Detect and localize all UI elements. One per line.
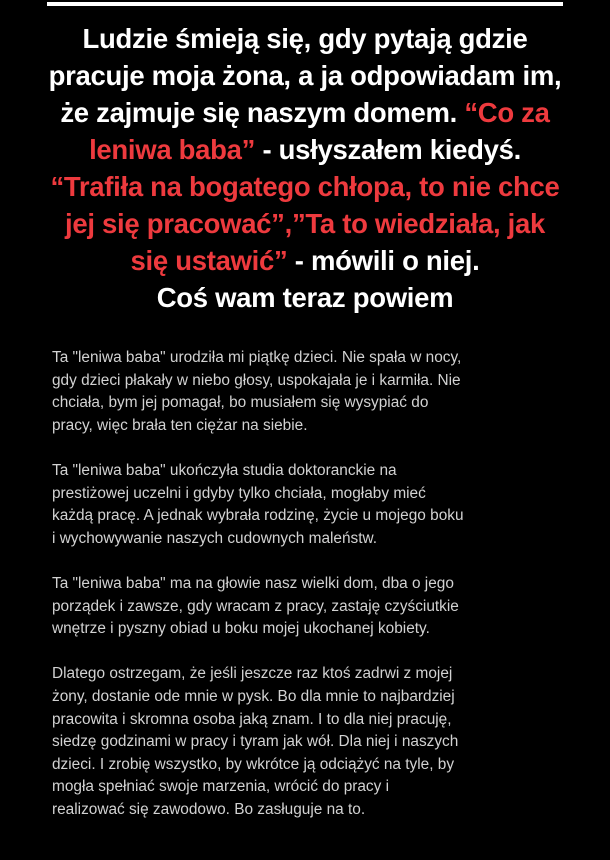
paragraph-3 — [52, 573, 572, 641]
paragraph-line: każdą pracę. A jednak wybrała rodzinę, życie u mojego boku — [52, 507, 464, 525]
paragraph-line: pracy, więc brała ten ciężar na siebie. — [52, 416, 308, 434]
paragraph-4 — [52, 663, 572, 821]
paragraph-line: siedzę godzinami w pracy i tyram jak wół. Dla niej i naszych — [52, 733, 459, 751]
paragraph-line: mogła spełniać swoje marzenia, wrócić do pracy i — [52, 778, 390, 796]
paragraph-line: gdy dzieci płakały w niebo głosy, uspokajała je i karmiła. Nie — [52, 371, 461, 389]
paragraph-line: chciała, bym jej pomagał, bo musiałem się wysypiać do — [52, 394, 429, 412]
story-body — [52, 347, 572, 821]
headline-line-3-red: “Co za — [464, 97, 550, 128]
headline-line-3-white: że zajmuje się naszym domem. — [60, 97, 465, 128]
headline-line-8: Coś wam teraz powiem — [156, 282, 454, 313]
paragraph-line: porządek i zawsze, gdy wracam z pracy, zastaję czyściutkie — [52, 597, 459, 615]
headline-line-1: Ludzie śmieją się, gdy pytają gdzie — [82, 23, 528, 54]
paragraph-line: Ta "leniwa baba" ma na głowie nasz wielki dom, dba o jego — [52, 574, 454, 592]
paragraph-line: prestiżowej uczelni i gdyby tylko chciała, mogłaby mieć — [52, 484, 426, 502]
headline-line-5: “Trafiła na bogatego chłopa, to nie chce — [50, 171, 560, 202]
headline-line-4 — [0, 131, 610, 168]
paragraph-line: żony, dostanie ode mnie w pysk. Bo dla mnie to najbardziej — [52, 687, 455, 705]
top-divider-line — [47, 2, 563, 6]
headline-line-6: jej się pracować”,”Ta to wiedziała, jak — [65, 208, 545, 239]
paragraph-1 — [52, 347, 572, 437]
headline-line-4-white: - usłyszałem kiedyś. — [255, 134, 521, 165]
paragraph-line: dzieci. I zrobię wszystko, by wkrótce ją odciążyć na tyle, by — [52, 755, 455, 773]
headline-line-4-red: leniwa baba” — [89, 134, 256, 165]
paragraph-2 — [52, 460, 572, 550]
headline — [0, 20, 610, 316]
paragraph-line: wnętrze i pyszny obiad u boku mojej ukochanej kobiety. — [52, 620, 430, 638]
headline-line-7-white: - mówili o niej. — [287, 245, 480, 276]
paragraph-line: Ta "leniwa baba" urodziła mi piątkę dzieci. Nie spała w nocy, — [52, 349, 462, 366]
paragraph-line: Dlatego ostrzegam, że jeśli jeszcze raz ktoś zadrwi z mojej — [52, 665, 453, 683]
paragraph-line: Ta "leniwa baba" ukończyła studia doktoranckie na — [52, 461, 397, 479]
paragraph-line: pracowita i skromna osoba jaką znam. I to dla niej pracuję, — [52, 710, 452, 728]
headline-line-3 — [0, 94, 610, 131]
paragraph-line: i wychowywanie naszych cudownych maleństw. — [52, 529, 378, 547]
headline-line-7 — [0, 242, 610, 279]
paragraph-line: realizować się zawodowo. Bo zasługuje na to. — [52, 800, 366, 818]
headline-line-7-red: się ustawić” — [130, 245, 288, 276]
headline-line-2: pracuje moja żona, a ja odpowiadam im, — [48, 60, 562, 91]
